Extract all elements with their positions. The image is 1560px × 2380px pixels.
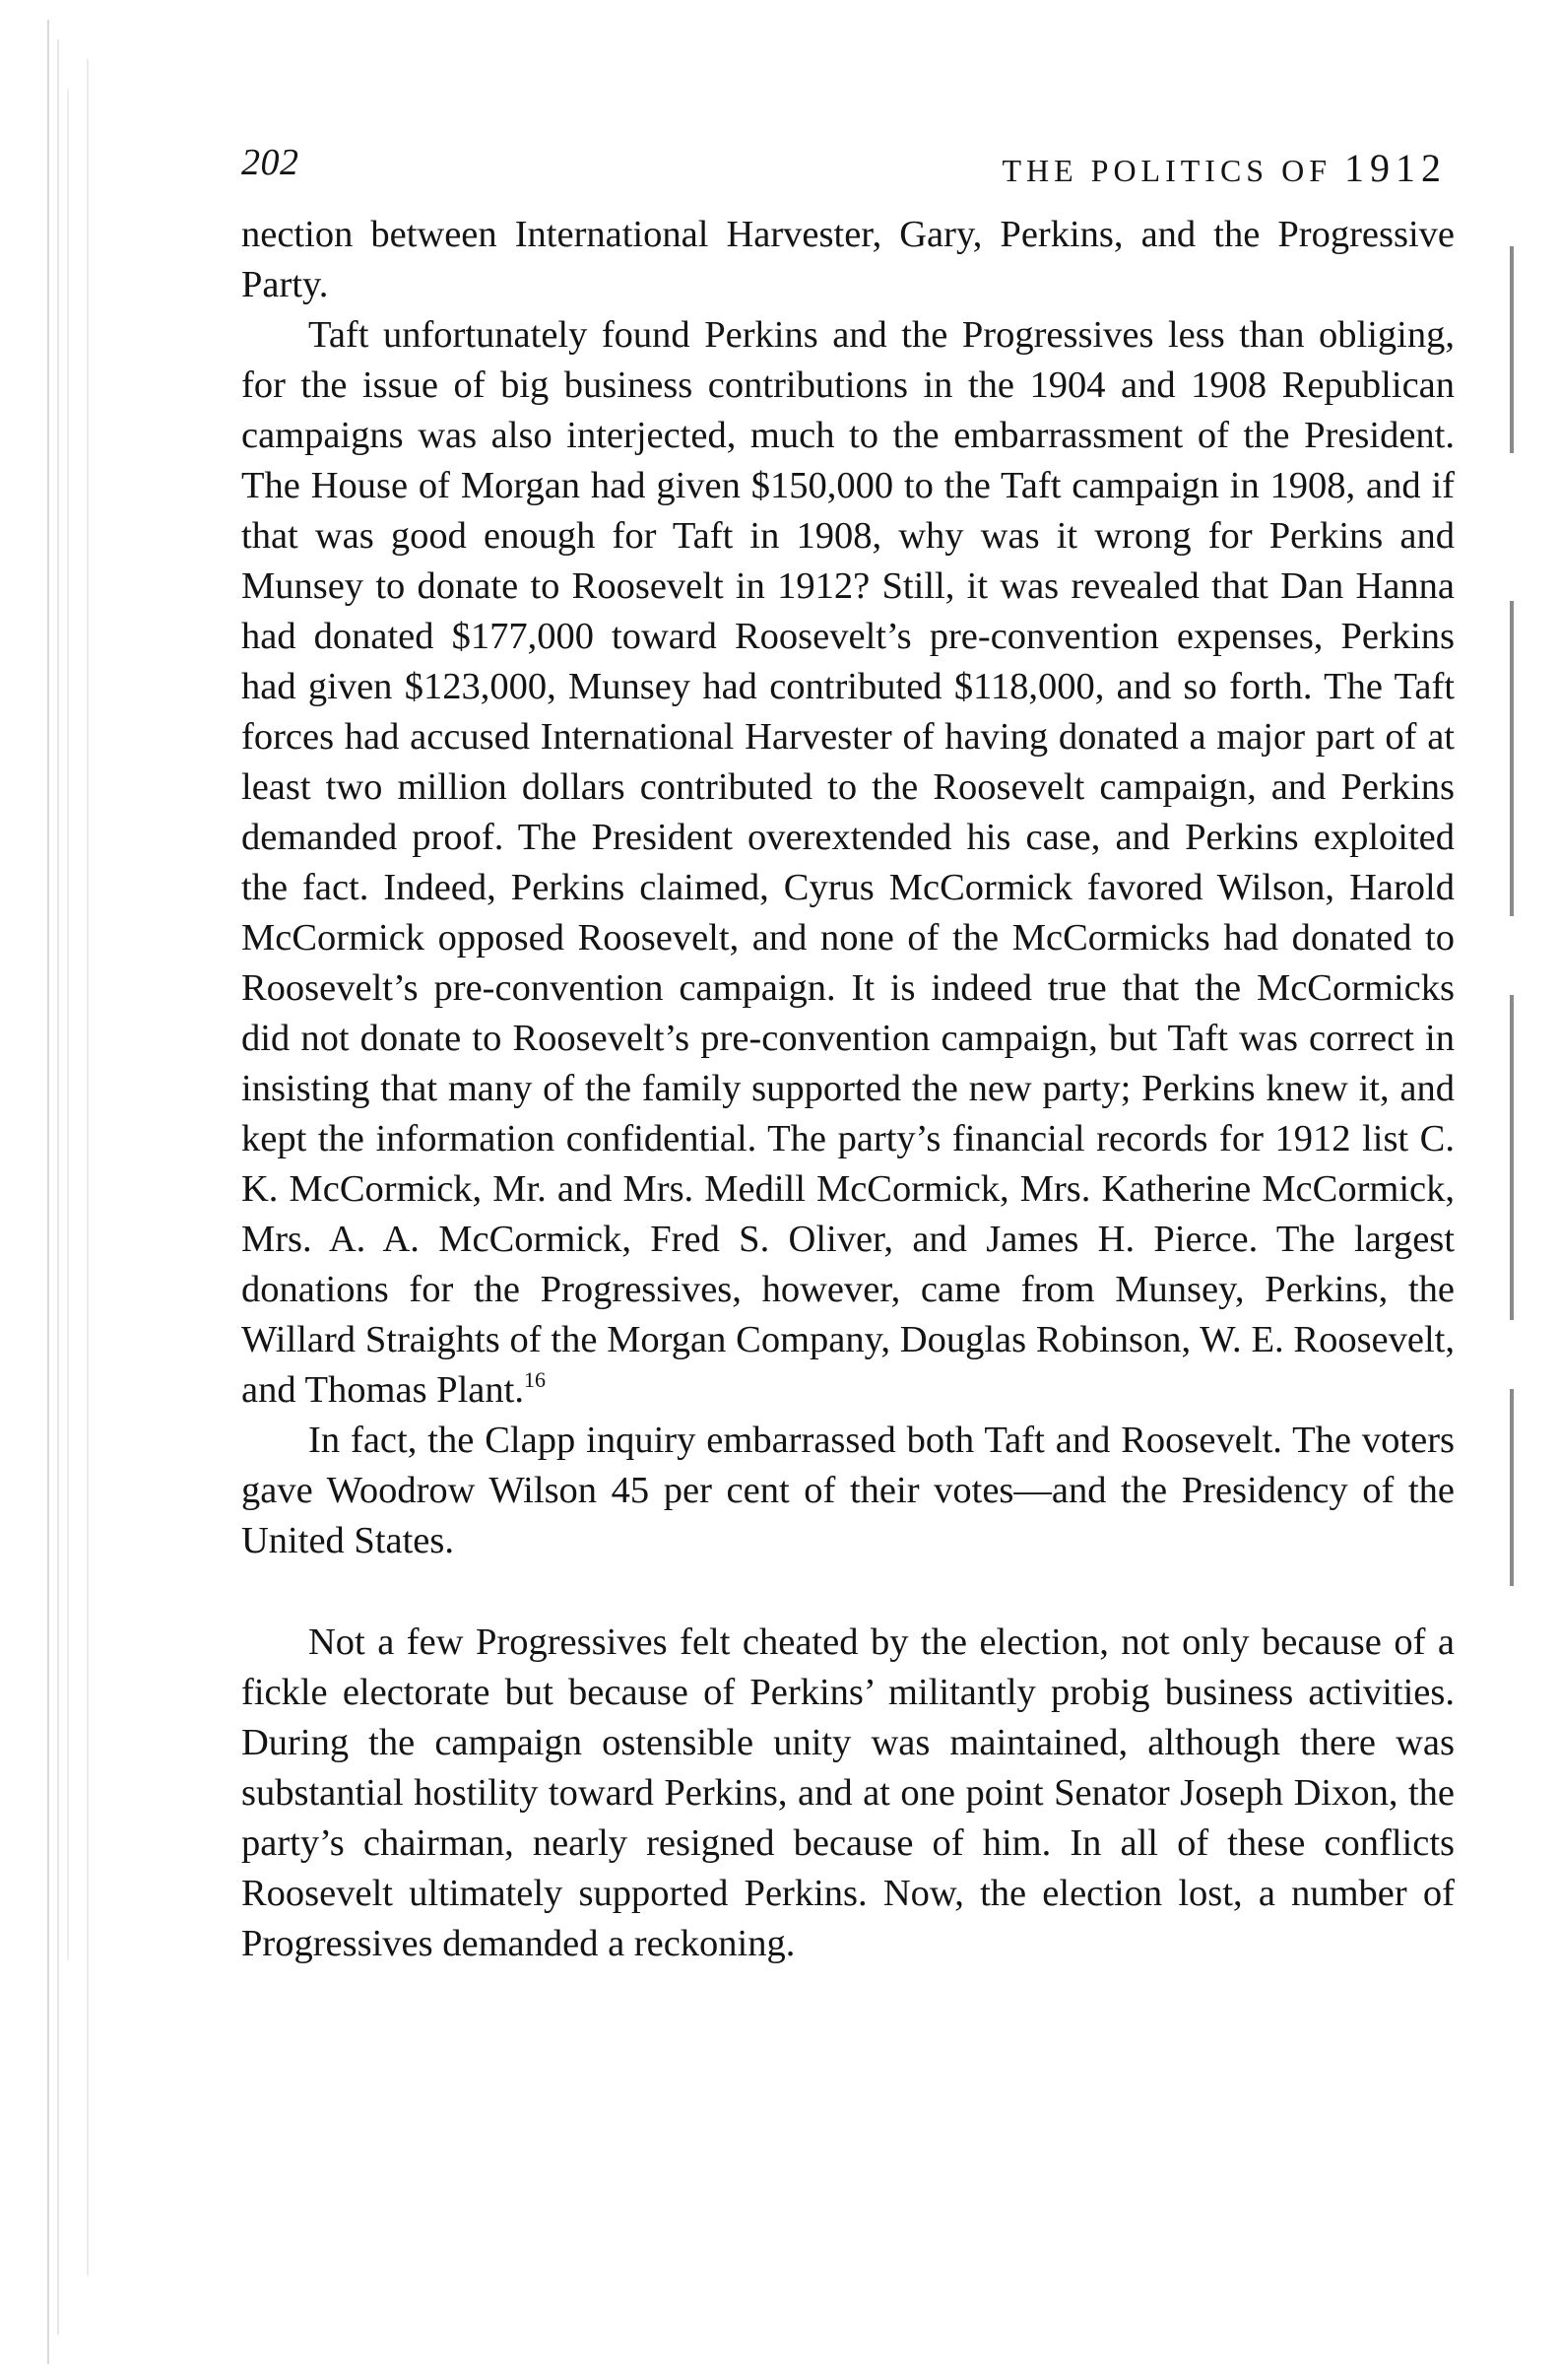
paragraph-campaign-contributions-text: Taft unfortunately found Perkins and the Progressives less than obliging, for the issue of big business contributions in the 1904 and 1908 Republican campaigns was also interjected, much to the embarrassment of the President. The House of Morgan had given $150,000 to the Taft campaign in 1908, and if that was good enough for Taft in 1908, why was it wrong for Perkins and Munsey to donate to Roosevelt in 1912? Still, it was revealed that Dan Hanna had donated $177,000 toward Roosevelt’s pre-convention expenses, Perkins had given $123,000, Munsey had contributed $118,000, and so forth. The Taft forces had accused International Harvester of having donated a major part of at least two million dollars contributed to the Roosevelt campaign, and Perkins demanded proof. The President overextended his case, and Perkins exploited the fact. Indeed, Perkins claimed, Cyrus McCormick favored Wilson, Harold McCormick opposed Roosevelt, and none of the McCormicks had donated to Roosevelt’s pre-convention campaign. It is indeed true that the McCormicks did not donate to Roosevelt’s pre-convention campaign, but Taft was correct in insisting that many of the family supported the new party; Perkins knew it, and kept the information confidential. The party’s financial records for 1912 list C. K. McCormick, Mr. and Mrs. Medill McCormick, Mrs. Katherine McCormick, Mrs. A. A. McCormick, Fred S. Oliver, and James H. Pierce. The largest donations for the Progressives, however, came from Munsey, Perkins, the Willard Straights of the Morgan Company, Douglas Robinson, W. E. Roosevelt, and Thomas Plant. [241,314,1455,1411]
paragraph-continuation: nection between International Harvester, Gary, Perkins, and the Progressive Party. [241,214,1455,305]
paragraph-campaign-contributions [241,310,1455,1416]
body-text [241,210,1455,1969]
section-break [241,1566,1455,1618]
running-title [1002,145,1447,191]
paragraph-clapp-inquiry: In fact, the Clapp inquiry embarrassed both Taft and Roosevelt. The voters gave Woodrow Wilson 45 per cent of their votes—and the Presidency of the United States. [241,1420,1455,1561]
running-head [241,133,1455,200]
scan-edge-marks [1510,246,1522,1675]
running-title-text: THE POLITICS OF [1002,153,1332,188]
scan-gutter-shadow [39,0,108,2380]
page-number: 202 [241,142,299,183]
book-page [241,133,1455,1969]
running-title-year: 1912 [1344,146,1447,190]
footnote-marker: 16 [523,1367,546,1392]
paragraph-progressives-reckoning: Not a few Progressives felt cheated by the election, not only because of a fickle electorate but because of Perkins’ militantly probig business activities. During the campaign ostensible unity was maintained, although there was substantial hostility toward Perkins, and at one point Senator Joseph Dixon, the party’s chairman, nearly resigned because of him. In all of these conflicts Roosevelt ultimately supported Perkins. Now, the election lost, a number of Progressives demanded a reckoning. [241,1621,1455,1964]
